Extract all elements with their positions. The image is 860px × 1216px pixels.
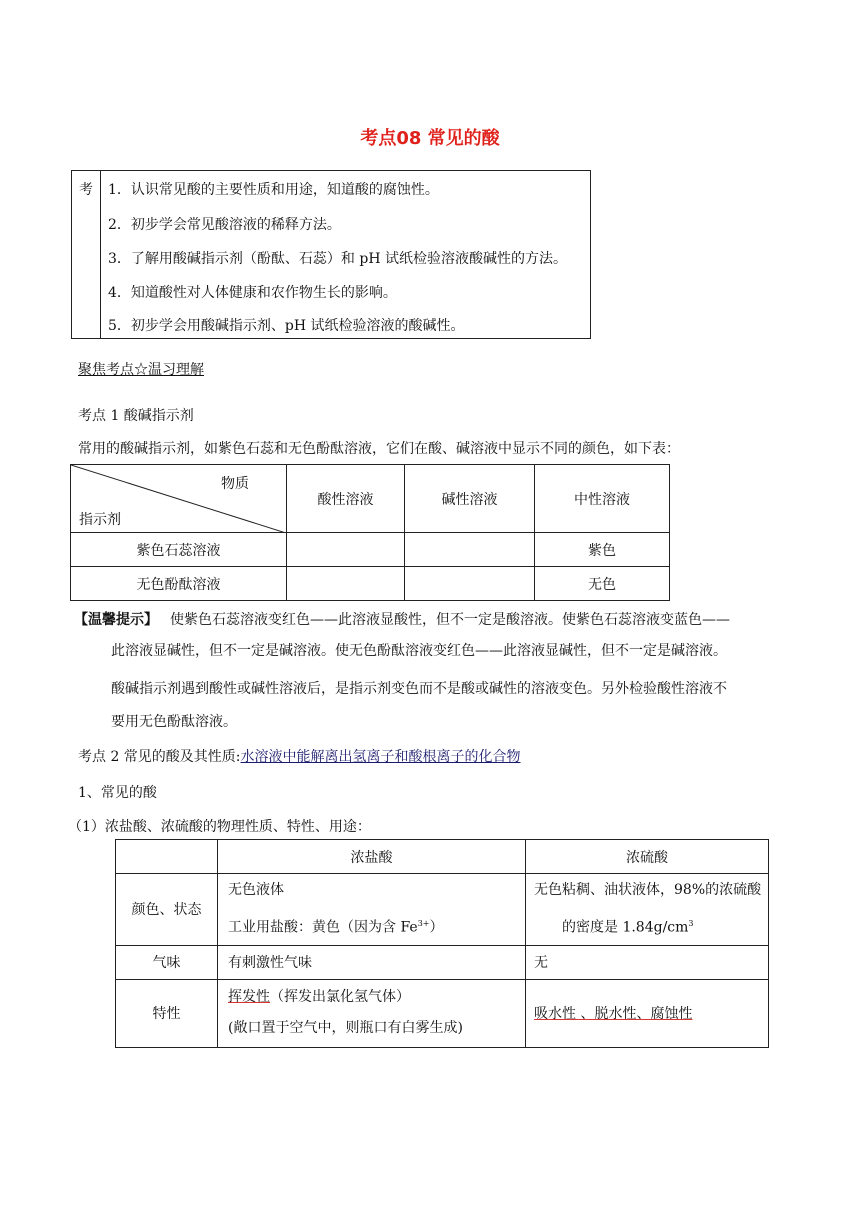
table-cell: 无 [526, 945, 769, 979]
tip-line: 要用无色酚酞溶液。 [111, 714, 237, 730]
table-cell [287, 533, 405, 567]
column-header: 碱性溶液 [405, 465, 535, 533]
point2-sub2: （1）浓盐酸、浓硫酸的物理性质、特性、用途： [68, 819, 371, 835]
objective-item: 2．初步学会常见酸溶液的稀释方法。 [108, 217, 341, 233]
objectives-side-label: 考 [72, 171, 101, 338]
point1-title: 考点 1 酸碱指示剂 [78, 408, 194, 424]
table-cell [405, 533, 535, 567]
cell-line: 无色粘稠、油状液体，98%的浓硫酸 [534, 882, 762, 898]
underlined-term: 吸水性 、脱水性、腐蚀性 [534, 1006, 693, 1023]
point2-title: 考点 2 常见的酸及其性质: [78, 749, 241, 765]
section-heading: 聚焦考点☆温习理解 [78, 362, 204, 378]
acids-table-corner [116, 840, 218, 874]
point1-intro: 常用的酸碱指示剂，如紫色石蕊和无色酚酞溶液，它们在酸、碱溶液中显示不同的颜色，如下表： [78, 441, 680, 457]
table-row [116, 874, 769, 946]
row-label: 气味 [116, 945, 218, 979]
table-cell [526, 979, 769, 1047]
table-cell [405, 567, 535, 601]
superscript: 3 [688, 919, 694, 928]
row-label: 颜色、状态 [116, 874, 218, 946]
point2-sub1: 1、常见的酸 [78, 785, 157, 801]
underlined-term: 挥发性 [228, 989, 270, 1006]
table-row [71, 533, 670, 567]
cell-line: 无色液体 [228, 882, 284, 898]
point2-definition-link[interactable]: 水溶液中能解离出氢离子和酸根离子的化合物 [240, 749, 521, 765]
acids-table [115, 839, 769, 1048]
table-cell [526, 874, 769, 946]
table-row [116, 979, 769, 1047]
objective-item: 4．知道酸性对人体健康和农作物生长的影响。 [108, 285, 397, 301]
table-cell [287, 567, 405, 601]
table-cell: 有刺激性气味 [218, 945, 526, 979]
column-header: 浓硫酸 [526, 840, 769, 874]
column-header: 酸性溶液 [287, 465, 405, 533]
row-label: 紫色石蕊溶液 [71, 533, 287, 567]
tip-line: 此溶液显碱性，但不一定是碱溶液。使无色酚酞溶液变红色——此溶液显碱性，但不一定是碱溶液。 [111, 643, 727, 659]
row-label: 无色酚酞溶液 [71, 567, 287, 601]
tip-line: 酸碱指示剂遇到酸性或碱性溶液后，是指示剂变色而不是酸或碱性的溶液变色。另外检验酸性溶液不 [111, 681, 727, 697]
table-row [116, 945, 769, 979]
indicator-table [70, 464, 670, 601]
cell-line: (敞口置于空气中，则瓶口有白雾生成) [228, 1020, 463, 1037]
row-label: 特性 [116, 979, 218, 1047]
superscript: 3+ [417, 919, 430, 928]
cell-line: 的密度是 $1.84g/cm^3$ [562, 919, 694, 936]
objectives-box [71, 170, 591, 339]
point2-heading [78, 746, 521, 766]
objective-item: 5．初步学会用酸碱指示剂、pH 试纸检验溶液的酸碱性。 [108, 318, 465, 334]
tip-line: 使紫色石蕊溶液变红色——此溶液显酸性，但不一定是酸溶液。使紫色石蕊溶液变蓝色—— [170, 612, 730, 628]
table-cell [218, 979, 526, 1047]
table-cell [218, 874, 526, 946]
tip-label: 【温馨提示】 [74, 612, 158, 628]
cell-line: 工业用盐酸：黄色（因为含 $Fe^{3+}$） [228, 919, 444, 936]
page-title: 考点08 常见的酸 [360, 128, 500, 149]
cell-line: 挥发性（挥发出氯化氢气体） [228, 989, 410, 1006]
corner-top-label: 物质 [221, 476, 249, 492]
table-cell: 无色 [535, 567, 670, 601]
indicator-table-corner [71, 465, 287, 533]
objective-item: 1．认识常见酸的主要性质和用途，知道酸的腐蚀性。 [108, 182, 439, 198]
objective-item: 3．了解用酸碱指示剂（酚酞、石蕊）和 pH 试纸检验溶液酸碱性的方法。 [108, 251, 567, 267]
table-cell: 紫色 [535, 533, 670, 567]
table-row [71, 567, 670, 601]
column-header: 中性溶液 [535, 465, 670, 533]
column-header: 浓盐酸 [218, 840, 526, 874]
corner-bottom-label: 指示剂 [79, 512, 121, 528]
